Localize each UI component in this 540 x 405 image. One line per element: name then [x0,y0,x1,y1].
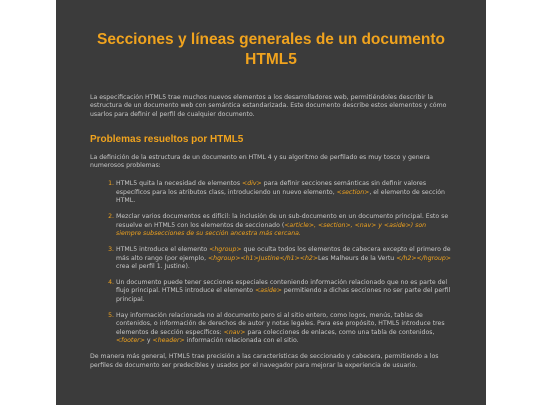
list-item: 5. Hay información relacionada no al documento pero si al sitio entero, como logos, menús, tablas de contenidos, o información de derechos de autor y notas legales. Para ese propósito, HTML5 introduce tres elementos de sección específicos: <nav> para colecciones de enlaces, como una tabla de contenidos, <footer> y <header> información relacionada con el sitio. [116,312,452,345]
section-paragraph: La definición de la estructura de un documento en HTML 4 y su algoritmo de perfilado es muy tosco y genera numerosos problemas: [90,153,430,170]
page-title: Secciones y líneas generales de un documento HTML5 [96,31,445,68]
closing-paragraph: De manera más general, HTML5 trae precisión a las características de seccionado y cabecera, permitiendo a los perfiles de documento ser predecibles y usados por el navegador para mejorar la experiencia de usuario. [90,353,439,369]
list-item: 2. Mezclar varios documentos es difícil: la inclusión de un sub-documento en un documento principal. Esto se resuelve en HTML5 con los elementos de seccionado (<article>, <section>, <nav> y <aside>) son siempre subsecciones de su sección ancestra más cercana. [116,213,452,238]
code-aside: <aside> [383,221,411,229]
list-item: 3. HTML5 introduce el elemento <hgroup> que oculta todos los elementos de cabecera excepto el primero de más alto rango (por ejemplo, <hgroup><h1>Justine</h1><h2>Les Malheurs de la Vertu </h2></hgroup> crea el perfil 1. Justine). [116,246,452,271]
code-section: <section> [317,221,351,229]
code-hgroup: <hgroup> [209,246,242,254]
code-nav: <nav> [223,328,246,336]
problems-list [90,180,452,345]
intro-paragraph: La especificación HTML5 trae muchos nuevos elementos a los desarrolladores web, permitiéndoles describir la estructura de un documento web con semántica estandarizada. Este documento describe estos elementos y cómo usarlos para definir el perfil de cualquier documento. [90,94,447,118]
section-heading: Problemas resueltos por HTML5 [90,133,244,145]
code-hgroup-close: </h2></hgroup> [396,254,451,262]
code-header: <header> [152,336,185,344]
list-item: 4. Un documento puede tener secciones especiales conteniendo información relacionado que no es parte del flujo principal. HTML5 introduce el elemento <aside> permitiendo a dichas secciones no ser parte del perfil principal. [116,279,452,304]
code-footer: <footer> [116,336,145,344]
code-div: <div> [242,180,262,188]
document-page [56,0,486,405]
list-item: 1. HTML5 quita la necesidad de elementos <div> para definir secciones semánticas sin definir valores específicos para los atributos class, introduciendo un nuevo elemento, <section>, el elemento de sección HTML. [116,180,452,205]
code-article: <article> [284,221,315,229]
code-section: <section> [336,188,370,196]
code-nav: <nav> [354,221,377,229]
code-aside: <aside> [255,287,282,295]
code-hgroup-example: <hgroup><h1>Justine</h1><h2> [208,254,319,262]
